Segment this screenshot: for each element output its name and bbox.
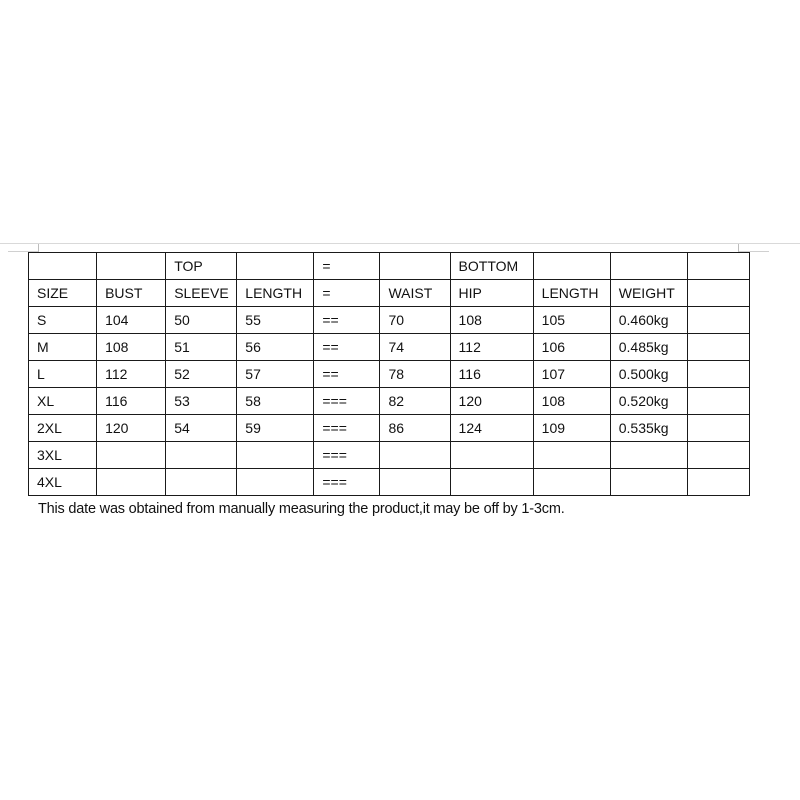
table-cell: === xyxy=(314,415,380,442)
table-cell: 57 xyxy=(237,361,314,388)
table-cell: BOTTOM xyxy=(450,253,533,280)
measurement-note: This date was obtained from manually measuring the product,it may be off by 1-3cm. xyxy=(38,501,565,517)
table-cell: 106 xyxy=(533,334,610,361)
table-cell xyxy=(97,253,166,280)
table-cell xyxy=(687,388,749,415)
table-cell: 54 xyxy=(166,415,237,442)
table-cell: S xyxy=(29,307,97,334)
table-cell xyxy=(97,469,166,496)
table-cell xyxy=(687,280,749,307)
table-cell xyxy=(533,469,610,496)
table-cell: = xyxy=(314,280,380,307)
table-cell: 112 xyxy=(450,334,533,361)
table-cell xyxy=(610,442,687,469)
table-cell: 52 xyxy=(166,361,237,388)
table-cell: === xyxy=(314,388,380,415)
table-cell: WEIGHT xyxy=(610,280,687,307)
size-row xyxy=(29,442,750,469)
table-cell xyxy=(687,334,749,361)
table-cell: = xyxy=(314,253,380,280)
table-cell: 55 xyxy=(237,307,314,334)
table-cell xyxy=(687,469,749,496)
table-cell: === xyxy=(314,442,380,469)
table-cell: 82 xyxy=(380,388,450,415)
table-cell: 116 xyxy=(97,388,166,415)
table-cell: 0.485kg xyxy=(610,334,687,361)
table-cell: TOP xyxy=(166,253,237,280)
table-cell xyxy=(450,469,533,496)
table-cell: 58 xyxy=(237,388,314,415)
table-cell xyxy=(97,442,166,469)
table-cell xyxy=(687,307,749,334)
table-cell xyxy=(166,469,237,496)
table-cell: == xyxy=(314,334,380,361)
table-cell xyxy=(610,253,687,280)
table-cell: 0.520kg xyxy=(610,388,687,415)
table-cell xyxy=(166,442,237,469)
table-cell: SLEEVE xyxy=(166,280,237,307)
table-cell: === xyxy=(314,469,380,496)
table-cell xyxy=(380,442,450,469)
margin-corner-mark-left xyxy=(38,244,39,252)
table-cell: WAIST xyxy=(380,280,450,307)
size-row xyxy=(29,469,750,496)
table-cell xyxy=(237,469,314,496)
table-cell xyxy=(687,361,749,388)
size-chart-table xyxy=(28,252,750,496)
table-cell xyxy=(687,415,749,442)
table-cell xyxy=(237,253,314,280)
size-chart-body xyxy=(29,253,750,496)
size-row xyxy=(29,361,750,388)
table-cell: XL xyxy=(29,388,97,415)
table-cell: 78 xyxy=(380,361,450,388)
table-cell: 108 xyxy=(450,307,533,334)
header-row-columns xyxy=(29,280,750,307)
header-row-group xyxy=(29,253,750,280)
table-cell: M xyxy=(29,334,97,361)
table-cell: 112 xyxy=(97,361,166,388)
table-cell xyxy=(380,253,450,280)
table-cell: HIP xyxy=(450,280,533,307)
table-cell: 74 xyxy=(380,334,450,361)
table-cell xyxy=(610,469,687,496)
size-row xyxy=(29,307,750,334)
table-cell: 59 xyxy=(237,415,314,442)
table-cell xyxy=(533,442,610,469)
table-cell: 108 xyxy=(533,388,610,415)
table-cell xyxy=(687,442,749,469)
size-row xyxy=(29,388,750,415)
table-cell: 107 xyxy=(533,361,610,388)
table-cell: 86 xyxy=(380,415,450,442)
table-cell: 109 xyxy=(533,415,610,442)
table-cell xyxy=(450,442,533,469)
table-cell: L xyxy=(29,361,97,388)
table-cell: 70 xyxy=(380,307,450,334)
table-cell: SIZE xyxy=(29,280,97,307)
table-cell: 0.535kg xyxy=(610,415,687,442)
table-cell xyxy=(687,253,749,280)
table-cell: 3XL xyxy=(29,442,97,469)
page-top-rule xyxy=(0,243,800,244)
table-cell: BUST xyxy=(97,280,166,307)
table-cell: 50 xyxy=(166,307,237,334)
table-cell: 105 xyxy=(533,307,610,334)
table-cell: 124 xyxy=(450,415,533,442)
table-cell xyxy=(29,253,97,280)
table-cell: 2XL xyxy=(29,415,97,442)
size-row xyxy=(29,415,750,442)
table-cell xyxy=(380,469,450,496)
table-cell: 56 xyxy=(237,334,314,361)
table-cell: 120 xyxy=(450,388,533,415)
table-cell: 0.500kg xyxy=(610,361,687,388)
table-cell: == xyxy=(314,361,380,388)
table-cell: 53 xyxy=(166,388,237,415)
table-cell xyxy=(533,253,610,280)
table-cell: 120 xyxy=(97,415,166,442)
table-cell: 104 xyxy=(97,307,166,334)
table-cell: 51 xyxy=(166,334,237,361)
table-cell: 116 xyxy=(450,361,533,388)
table-cell: == xyxy=(314,307,380,334)
table-cell: 0.460kg xyxy=(610,307,687,334)
table-cell: 4XL xyxy=(29,469,97,496)
size-row xyxy=(29,334,750,361)
table-cell: LENGTH xyxy=(237,280,314,307)
table-cell xyxy=(237,442,314,469)
table-cell: 108 xyxy=(97,334,166,361)
table-cell: LENGTH xyxy=(533,280,610,307)
